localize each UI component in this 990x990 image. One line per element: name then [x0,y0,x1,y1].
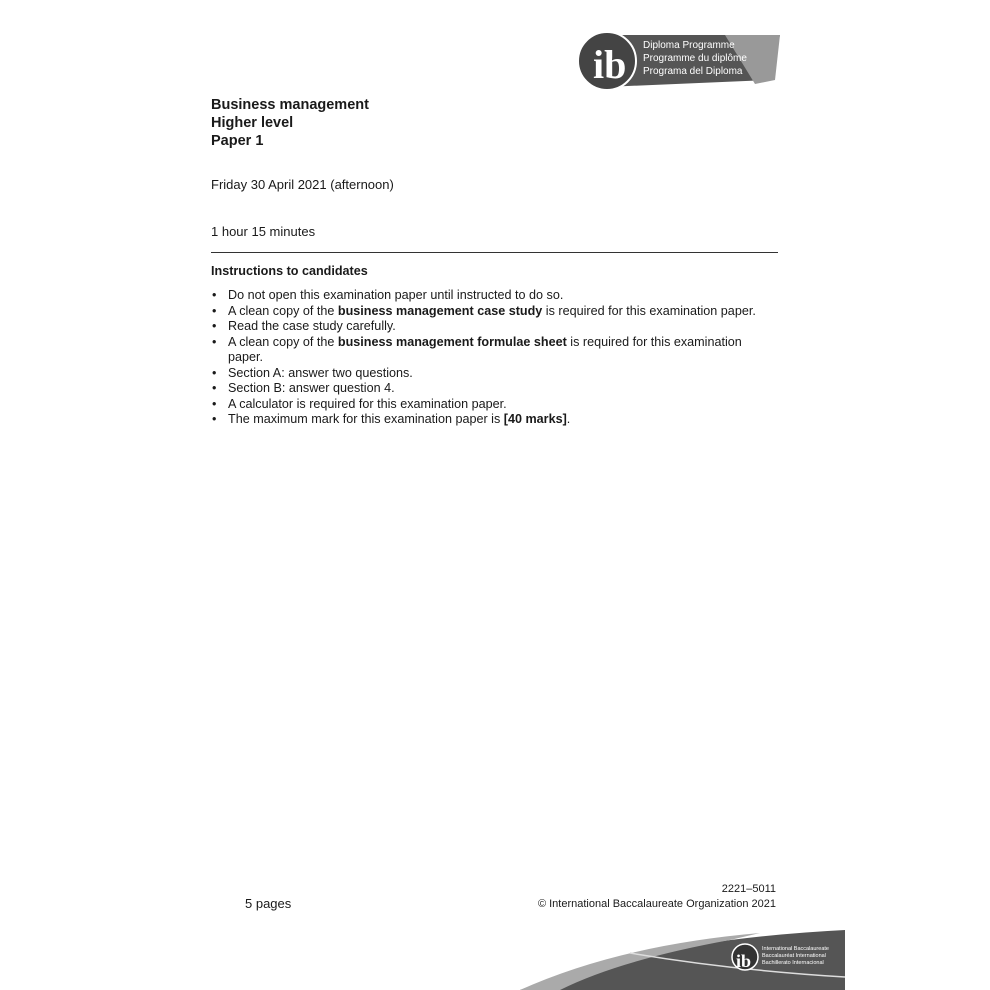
text: Read the case study carefully. [228,319,396,333]
subject-title: Business management [211,97,369,113]
footer-logo-line: International Baccalaureate [762,946,829,952]
ib-footer-banner [500,925,850,990]
bold-text: [40 marks] [503,412,567,426]
logo-line: Programa del Diploma [643,66,743,77]
instruction-item [211,335,758,366]
logo-line: Diploma Programme [643,40,735,51]
divider [211,252,778,253]
ib-diploma-logo [575,30,785,92]
text: A calculator is required for this examination paper. [228,396,507,411]
svg-text:ib: ib [593,42,627,87]
instruction-item [211,412,781,428]
text: is required for this examination paper. [228,334,742,364]
text: Section A: answer two questions. [228,365,413,380]
text: The maximum mark for this examination paper is [228,412,504,426]
paper-title: Paper 1 [211,133,264,149]
text: . [566,412,571,426]
paper-code: 2221–5011 [721,883,776,895]
footer-logo-line: Bachillerato Internacional [762,960,824,966]
instruction-item [211,288,781,304]
footer-logo-line: Baccalauréat International [762,953,826,959]
instructions-heading: Instructions to candidates [211,264,368,278]
instruction-item [211,381,781,397]
instructions-list [211,288,781,428]
copyright: © International Baccalaureate Organization 2021 [537,898,776,910]
exam-duration: 1 hour 15 minutes [211,224,316,239]
instruction-item [211,319,781,335]
text: A clean copy of the [228,334,338,349]
text: is required for this examination paper. [542,303,756,318]
bold-text: business management formulae sheet [337,334,567,349]
instruction-item [211,366,781,382]
level-title: Higher level [211,115,294,131]
instruction-item [211,304,781,320]
svg-text:ib: ib [736,951,752,971]
text: A clean copy of the [228,303,338,318]
page-count: 5 pages [245,896,292,911]
logo-line: Programme du diplôme [643,53,747,64]
exam-date: Friday 30 April 2021 (afternoon) [211,177,394,192]
instruction-item [211,397,781,413]
text: Do not open this examination paper until instructed to do so. [228,288,564,302]
text: Section B: answer question 4. [228,381,395,395]
bold-text: business management case study [337,303,543,318]
